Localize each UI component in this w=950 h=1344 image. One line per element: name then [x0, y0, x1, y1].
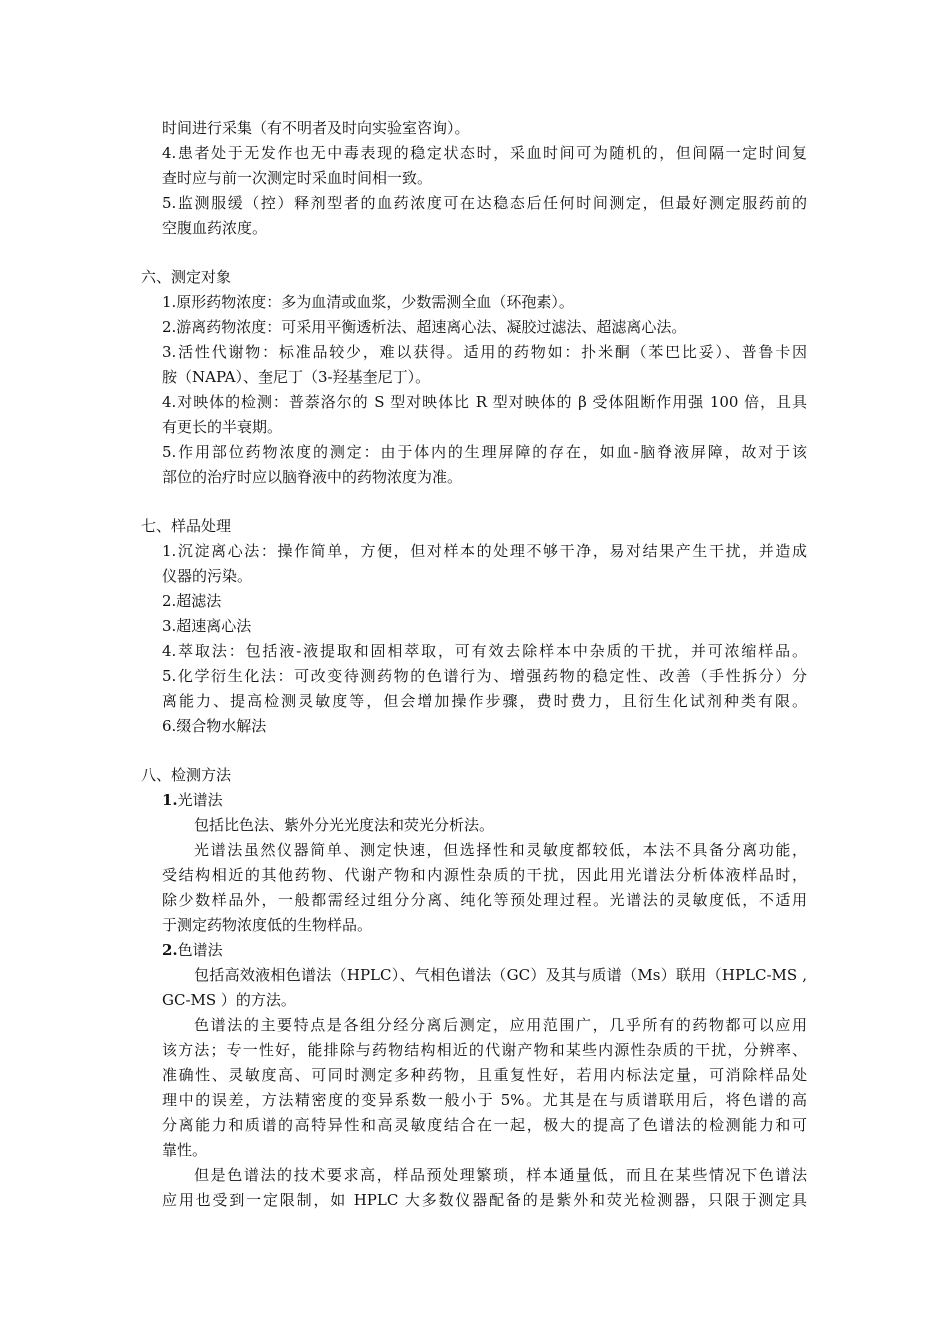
text-line: 4.对映体的检测：普萘洛尔的 S 型对映体比 R 型对映体的 β 受体阻断作用强 100 倍，且具: [162, 393, 807, 411]
subheading-number: 2.: [162, 941, 178, 959]
text-line: 4.患者处于无发作也无中毒表现的稳定状态时，采血时间可为随机的，但间隔一定时间复: [162, 144, 807, 162]
text-line: 2.超滤法: [162, 592, 222, 610]
text-line: 1.原形药物浓度：多为血清或血浆，少数需测全血（环孢素）。: [162, 293, 574, 311]
text-line: 5.作用部位药物浓度的测定：由于体内的生理屏障的存在，如血-脑脊液屏障，故对于该: [162, 443, 807, 461]
text-line: 3.活性代谢物：标准品较少，难以获得。适用的药物如：扑米酮（苯巴比妥）、普鲁卡因: [162, 343, 807, 361]
text-line: 1.沉淀离心法：操作简单，方便，但对样本的处理不够干净，易对结果产生干扰，并造成: [162, 542, 807, 560]
text-line: 查时应与前一次测定时采血时间相一致。: [162, 169, 433, 187]
text-line: 色谱法的主要特点是各组分经分离后测定，应用范围广，几乎所有的药物都可以应用: [194, 1016, 807, 1034]
text-line: 2.游离药物浓度：可采用平衡透析法、超速离心法、凝胶过滤法、超滤离心法。: [162, 318, 687, 336]
text-line: 准确性、灵敏度高、可同时测定多种药物，且重复性好，若用内标法定量，可消除样品处: [162, 1066, 807, 1084]
text-line: 分离能力和质谱的高特异性和高灵敏度结合在一起，极大的提高了色谱法的检测能力和可: [162, 1116, 807, 1134]
subheading-title: 光谱法: [177, 791, 223, 809]
text-line: 6.缀合物水解法: [162, 717, 267, 735]
text-line: 除少数样品外，一般都需经过组分分离、纯化等预处理过程。光谱法的灵敏度低，不适用: [162, 891, 807, 909]
subheading-title: 色谱法: [177, 941, 223, 959]
section-heading: 八、检测方法: [141, 766, 232, 784]
text-line: 5.监测服缓（控）释剂型者的血药浓度可在达稳态后任何时间测定，但最好测定服药前的: [162, 194, 807, 212]
text-line: 该方法；专一性好，能排除与药物结构相近的代谢产物和某些内源性杂质的干扰，分辨率、: [162, 1041, 807, 1059]
text-line: 3.超速离心法: [162, 617, 252, 635]
text-line: 于测定药物浓度低的生物样品。: [162, 916, 373, 934]
text-line: 4.萃取法：包括液-液提取和固相萃取，可有效去除样本中杂质的干扰，并可浓缩样品。: [162, 642, 807, 660]
text-line: 理中的误差，方法精密度的变异系数一般小于 5%。尤其是在与质谱联用后，将色谱的高: [162, 1091, 807, 1109]
text-line: 5.化学衍生化法：可改变待测药物的色谱行为、增强药物的稳定性、改善（手性拆分）分: [162, 667, 807, 685]
text-line: 包括比色法、紫外分光光度法和荧光分析法。: [194, 816, 495, 834]
text-line: 离能力、提高检测灵敏度等，但会增加操作步骤，费时费力，且衍生化试剂种类有限。: [162, 692, 807, 710]
text-line: 靠性。: [162, 1141, 208, 1159]
text-line: 部位的治疗时应以脑脊液中的药物浓度为准。: [162, 468, 463, 486]
text-line: GC-MS ）的方法。: [162, 991, 296, 1009]
text-line: 胺（NAPA）、奎尼丁（3-羟基奎尼丁）。: [162, 368, 431, 386]
text-line: 光谱法虽然仪器简单、测定快速，但选择性和灵敏度都较低，本法不具备分离功能，: [194, 841, 807, 859]
subheading: [162, 791, 223, 809]
section-heading: 六、测定对象: [141, 268, 232, 286]
text-line: 有更长的半衰期。: [162, 418, 283, 436]
text-line: 空腹血药浓度。: [162, 219, 268, 237]
subheading-number: 1.: [162, 791, 178, 809]
text-line: 应用也受到一定限制，如 HPLC 大多数仪器配备的是紫外和荧光检测器，只限于测定具: [162, 1191, 807, 1209]
text-line: 仪器的污染。: [162, 567, 253, 585]
text-line: 但是色谱法的技术要求高，样品预处理繁琐，样本通量低，而且在某些情况下色谱法: [194, 1166, 807, 1184]
subheading: [162, 941, 223, 959]
text-line: 受结构相近的其他药物、代谢产物和内源性杂质的干扰，因此用光谱法分析体液样品时，: [162, 866, 807, 884]
text-line: 时间进行采集（有不明者及时向实验室咨询）。: [162, 119, 470, 137]
section-heading: 七、样品处理: [141, 517, 232, 535]
text-line: 包括高效液相色谱法（HPLC）、气相色谱法（GC）及其与质谱（Ms）联用（HPLC-MS ,: [194, 966, 807, 984]
